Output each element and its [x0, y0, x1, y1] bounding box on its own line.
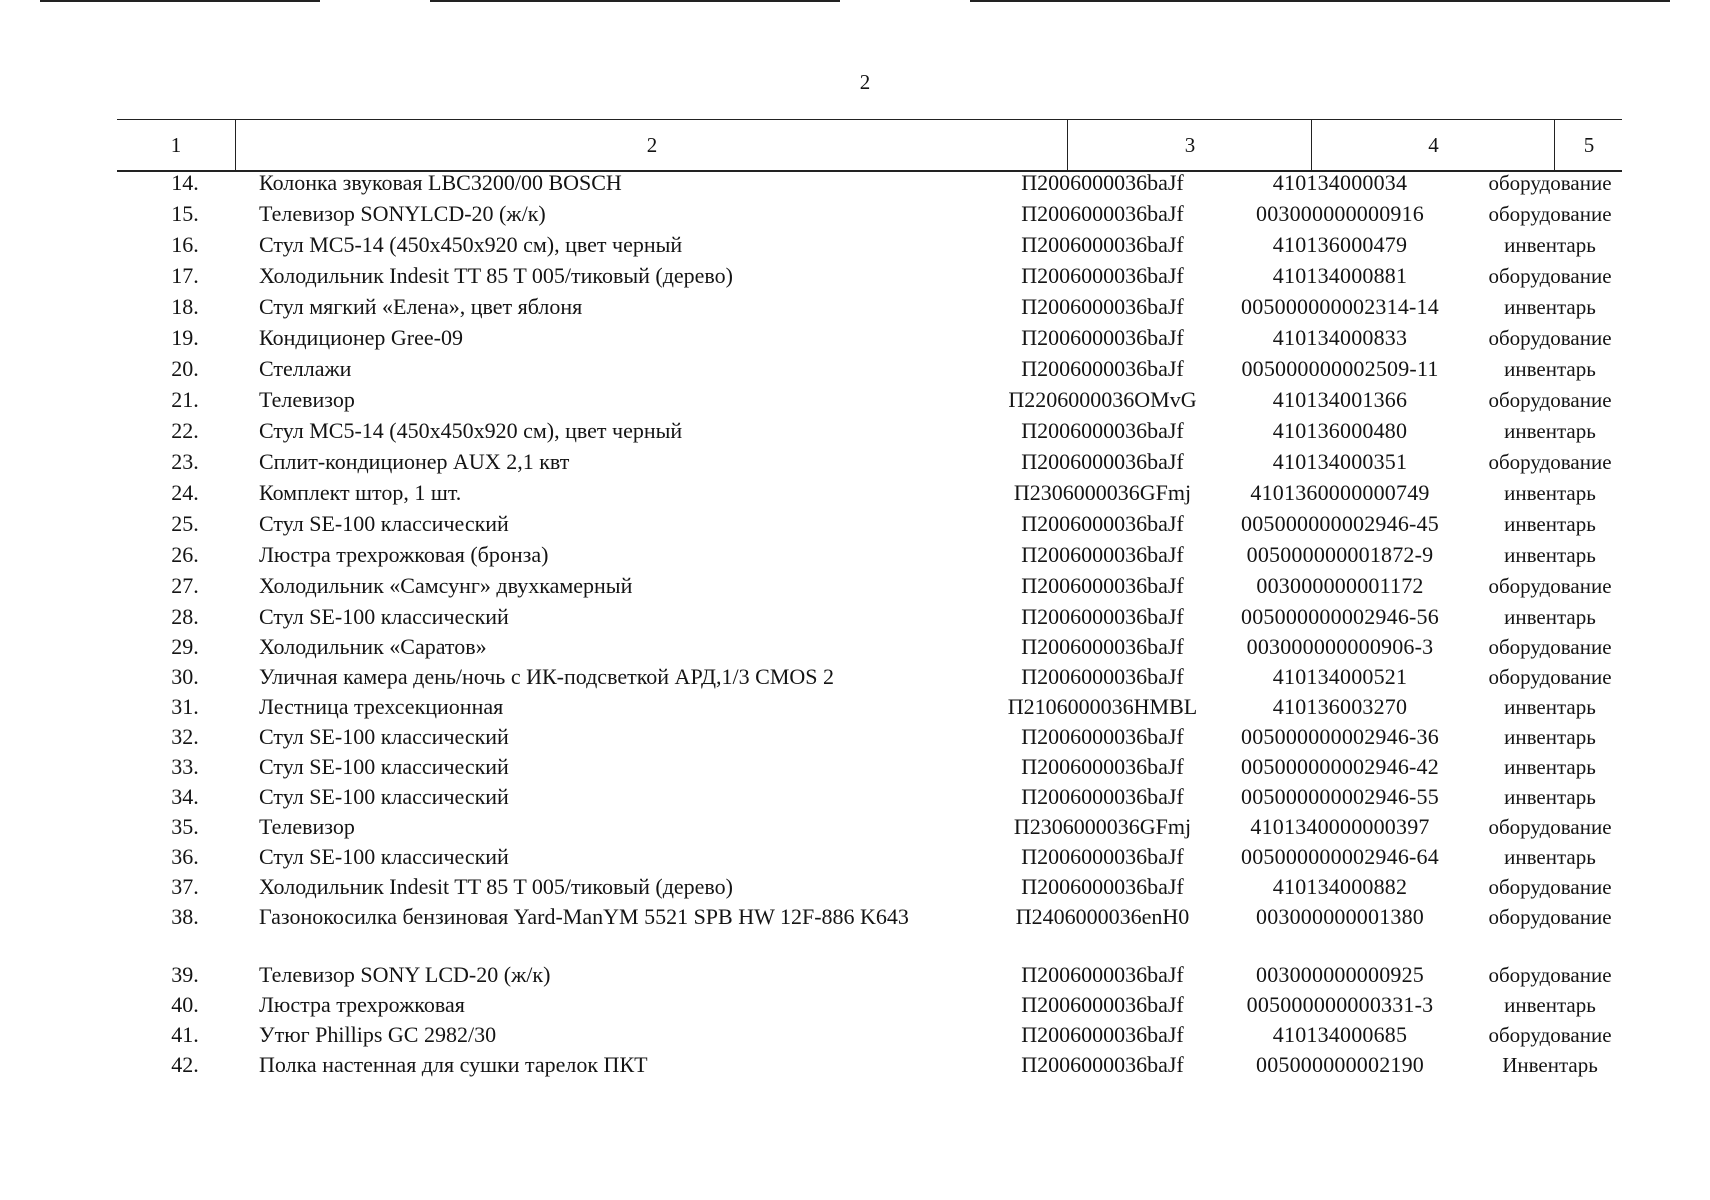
item-category: инвентарь — [1504, 512, 1596, 536]
row-number: 17. — [171, 263, 199, 288]
item-category: оборудование — [1488, 905, 1612, 929]
item-code: П2006000036baJf — [1021, 263, 1184, 288]
inventory-number: 003000000000906-3 — [1246, 634, 1434, 659]
item-category: оборудование — [1488, 202, 1612, 226]
item-category: инвентарь — [1504, 419, 1596, 443]
item-name: Колонка звуковая LBC3200/00 BOSCH — [259, 170, 622, 195]
column-header-2: 2 — [235, 120, 1068, 170]
item-category: инвентарь — [1504, 755, 1596, 779]
item-name: Телевизор SONYLCD-20 (ж/к) — [259, 201, 546, 226]
item-code: П2006000036baJf — [1021, 992, 1184, 1017]
table-row — [0, 692, 1710, 722]
item-name: Стул МС5-14 (450х450х920 см), цвет черный — [259, 418, 683, 443]
item-category: инвентарь — [1504, 233, 1596, 257]
table-row — [0, 478, 1710, 508]
column-header-1: 1 — [170, 132, 182, 157]
item-name: Лестница трехсекционная — [259, 694, 504, 719]
inventory-number: 005000000002946-45 — [1241, 511, 1439, 536]
table-row — [0, 416, 1710, 446]
item-name: Холодильник «Самсунг» двухкамерный — [259, 573, 633, 598]
item-name: Стул SE-100 классический — [259, 844, 509, 869]
item-category: инвентарь — [1504, 357, 1596, 381]
item-name: Стеллажи — [259, 356, 352, 381]
item-code: П2006000036baJf — [1021, 542, 1184, 567]
row-number: 18. — [171, 294, 199, 319]
item-category: оборудование — [1488, 171, 1612, 195]
inventory-number: 005000000002946-55 — [1241, 784, 1439, 809]
row-number: 16. — [171, 232, 199, 257]
row-number: 22. — [171, 418, 199, 443]
item-name: Стул SE-100 классический — [259, 754, 509, 779]
item-name: Телевизор SONY LCD-20 (ж/к) — [259, 962, 551, 987]
item-category: инвентарь — [1504, 481, 1596, 505]
table-row — [0, 447, 1710, 477]
item-name: Холодильник Indesit TT 85 T 005/тиковый (дерево) — [259, 263, 733, 288]
table-row — [0, 354, 1710, 384]
item-code: П2006000036baJf — [1021, 754, 1184, 779]
item-code: П2006000036baJf — [1021, 356, 1184, 381]
item-code: П2306000036GFmj — [1013, 480, 1192, 505]
row-number: 19. — [171, 325, 199, 350]
table-row — [0, 782, 1710, 812]
inventory-number: 005000000000331-3 — [1246, 992, 1434, 1017]
table-row — [0, 812, 1710, 842]
inventory-number: 4101340000000397 — [1250, 814, 1430, 839]
row-number: 23. — [171, 449, 199, 474]
item-code: П2106000036HMBL — [1007, 694, 1198, 719]
inventory-number: 005000000002190 — [1256, 1052, 1424, 1077]
item-name: Кондиционер Gree-09 — [259, 325, 463, 350]
table-row — [0, 323, 1710, 353]
item-name: Стул SE-100 классический — [259, 604, 509, 629]
inventory-number: 005000000002314-14 — [1241, 294, 1439, 319]
table-row — [0, 230, 1710, 260]
item-code: П2006000036baJf — [1021, 1052, 1184, 1077]
item-code: П2006000036baJf — [1021, 784, 1184, 809]
row-number: 32. — [171, 724, 199, 749]
item-category: оборудование — [1488, 326, 1612, 350]
table-row — [0, 722, 1710, 752]
row-number: 20. — [171, 356, 199, 381]
inventory-number: 005000000002946-56 — [1241, 604, 1439, 629]
table-row — [0, 385, 1710, 415]
item-category: оборудование — [1488, 875, 1612, 899]
item-name: Полка настенная для сушки тарелок ПКТ — [259, 1052, 648, 1077]
inventory-number: 003000000001380 — [1256, 904, 1424, 929]
table-row — [0, 662, 1710, 692]
inventory-number: 410134000521 — [1272, 664, 1408, 689]
row-number: 31. — [171, 694, 199, 719]
inventory-number: 410136003270 — [1272, 694, 1408, 719]
inventory-number: 003000000001172 — [1256, 573, 1424, 598]
item-name: Газонокосилка бензиновая Yard-ManYM 5521 SPB HW 12F-886 K643 — [259, 904, 909, 929]
item-name: Стул SE-100 классический — [259, 724, 509, 749]
row-number: 40. — [171, 992, 199, 1017]
item-name: Утюг Phillips GC 2982/30 — [259, 1022, 497, 1047]
table-row — [0, 752, 1710, 782]
item-category: оборудование — [1488, 1023, 1612, 1047]
row-number: 21. — [171, 387, 199, 412]
inventory-number: 410136000479 — [1272, 232, 1408, 257]
item-name: Стул МС5-14 (450х450х920 см), цвет черный — [259, 232, 683, 257]
column-header-3: 3 — [1067, 120, 1312, 170]
inventory-number: 005000000002946-42 — [1241, 754, 1439, 779]
table-row — [0, 872, 1710, 902]
row-number: 26. — [171, 542, 199, 567]
item-code: П2006000036baJf — [1021, 232, 1184, 257]
item-code: П2206000036OMvG — [1008, 387, 1197, 412]
item-code: П2006000036baJf — [1021, 634, 1184, 659]
table-row — [0, 292, 1710, 322]
item-category: инвентарь — [1504, 785, 1596, 809]
inventory-number: 003000000000925 — [1256, 962, 1424, 987]
item-name: Телевизор — [259, 387, 355, 412]
item-code: П2006000036baJf — [1021, 604, 1184, 629]
item-category: Инвентарь — [1502, 1053, 1598, 1077]
row-number: 14. — [171, 170, 199, 195]
table-row — [0, 902, 1710, 962]
row-number: 27. — [171, 573, 199, 598]
item-name: Холодильник Indesit TT 85 T 005/тиковый (дерево) — [259, 874, 733, 899]
item-category: оборудование — [1488, 264, 1612, 288]
item-code: П2006000036baJf — [1021, 962, 1184, 987]
inventory-number: 005000000001872-9 — [1246, 542, 1434, 567]
item-category: оборудование — [1488, 963, 1612, 987]
item-name: Стул мягкий «Елена», цвет яблоня — [259, 294, 583, 319]
inventory-number: 410134000881 — [1272, 263, 1408, 288]
table-row — [0, 990, 1710, 1020]
table-row — [0, 960, 1710, 990]
column-header-5: 5 — [1554, 120, 1623, 170]
item-category: инвентарь — [1504, 845, 1596, 869]
item-code: П2006000036baJf — [1021, 325, 1184, 350]
row-number: 36. — [171, 844, 199, 869]
inventory-number: 005000000002509-11 — [1241, 356, 1439, 381]
table-row — [0, 540, 1710, 570]
inventory-number: 005000000002946-36 — [1241, 724, 1439, 749]
row-number: 35. — [171, 814, 199, 839]
item-code: П2006000036baJf — [1021, 573, 1184, 598]
item-code: П2006000036baJf — [1021, 170, 1184, 195]
table-row — [0, 632, 1710, 662]
inventory-number: 410136000480 — [1272, 418, 1408, 443]
item-code: П2006000036baJf — [1021, 1022, 1184, 1047]
inventory-number: 410134001366 — [1272, 387, 1408, 412]
item-name: Холодильник «Саратов» — [259, 634, 487, 659]
item-name: Телевизор — [259, 814, 355, 839]
row-number: 38. — [171, 904, 199, 929]
item-code: П2006000036baJf — [1021, 874, 1184, 899]
row-number: 29. — [171, 634, 199, 659]
row-number: 28. — [171, 604, 199, 629]
item-category: инвентарь — [1504, 725, 1596, 749]
item-code: П2006000036baJf — [1021, 201, 1184, 226]
row-number: 37. — [171, 874, 199, 899]
table-row — [0, 168, 1710, 198]
table-row — [0, 1050, 1710, 1080]
item-code: П2006000036baJf — [1021, 294, 1184, 319]
row-number: 25. — [171, 511, 199, 536]
item-code: П2006000036baJf — [1021, 724, 1184, 749]
item-category: оборудование — [1488, 665, 1612, 689]
inventory-number: 003000000000916 — [1256, 201, 1424, 226]
table-row — [0, 199, 1710, 229]
column-header-4: 4 — [1311, 120, 1555, 170]
item-code: П2006000036baJf — [1021, 664, 1184, 689]
row-number: 39. — [171, 962, 199, 987]
inventory-number: 410134000351 — [1272, 449, 1408, 474]
row-number: 33. — [171, 754, 199, 779]
inventory-number: 410134000882 — [1272, 874, 1408, 899]
item-category: инвентарь — [1504, 543, 1596, 567]
row-number: 34. — [171, 784, 199, 809]
inventory-number: 005000000002946-64 — [1241, 844, 1439, 869]
page-number: 2 — [859, 70, 871, 94]
table-row — [0, 602, 1710, 632]
inventory-number: 410134000685 — [1272, 1022, 1408, 1047]
item-name: Уличная камера день/ночь с ИК-подсветкой АРД,1/3 CMOS 2 — [259, 664, 834, 689]
inventory-number: 410134000833 — [1272, 325, 1408, 350]
table-row — [0, 1020, 1710, 1050]
item-code: П2006000036baJf — [1021, 511, 1184, 536]
item-category: инвентарь — [1504, 993, 1596, 1017]
item-name: Сплит-кондиционер AUX 2,1 квт — [259, 449, 570, 474]
table-row — [0, 509, 1710, 539]
item-category: инвентарь — [1504, 295, 1596, 319]
table-row — [0, 571, 1710, 601]
item-category: оборудование — [1488, 450, 1612, 474]
table-row — [0, 261, 1710, 291]
row-number: 42. — [171, 1052, 199, 1077]
item-category: оборудование — [1488, 574, 1612, 598]
item-name: Люстра трехрожковая (бронза) — [259, 542, 549, 567]
inventory-number: 4101360000000749 — [1250, 480, 1430, 505]
item-code: П2006000036baJf — [1021, 844, 1184, 869]
item-code: П2006000036baJf — [1021, 418, 1184, 443]
item-name: Стул SE-100 классический — [259, 784, 509, 809]
row-number: 15. — [171, 201, 199, 226]
item-name: Люстра трехрожковая — [259, 992, 465, 1017]
item-name: Стул SE-100 классический — [259, 511, 509, 536]
row-number: 30. — [171, 664, 199, 689]
row-number: 41. — [171, 1022, 199, 1047]
row-number: 24. — [171, 480, 199, 505]
item-name: Комплект штор, 1 шт. — [259, 480, 462, 505]
item-category: оборудование — [1488, 815, 1612, 839]
table-row — [0, 842, 1710, 872]
item-code: П2306000036GFmj — [1013, 814, 1192, 839]
item-category: инвентарь — [1504, 695, 1596, 719]
item-category: инвентарь — [1504, 605, 1596, 629]
item-code: П2006000036baJf — [1021, 449, 1184, 474]
item-category: оборудование — [1488, 388, 1612, 412]
item-category: оборудование — [1488, 635, 1612, 659]
item-code: П2406000036enH0 — [1015, 904, 1190, 929]
inventory-number: 410134000034 — [1272, 170, 1408, 195]
